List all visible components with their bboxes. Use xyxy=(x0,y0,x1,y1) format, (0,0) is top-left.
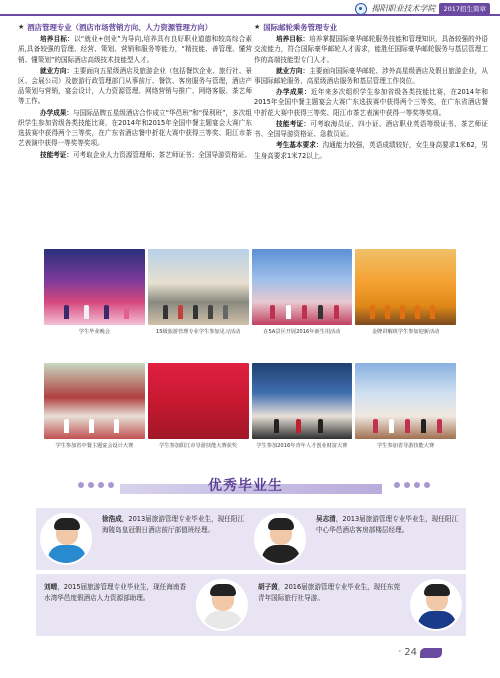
certificates: 技能考证：可考取海员证、四小证、酒店职业英语等级证书、茶艺师证书、全国导游资格证、急救员证。 xyxy=(254,119,488,139)
hotel-management-section xyxy=(18,22,252,161)
photo-caption: 学生参加省中餐主题宴会设计大赛 xyxy=(55,443,134,449)
achievements: 办学成果：与国际品牌五星级酒店合作成立“华邑班”和“保利班”，多次组织学生参加省级各类技能比赛，在2014年和2015年全国中餐主题宴会大赛广东选拔赛中获得两个三等奖，在广东省酒店餐中折花大赛中获得三等奖、阳江市茶艺表演中获得一等奖等奖项。 xyxy=(18,108,252,148)
employment-direction: 就业方向：主要面向国际豪华邮轮、涉外高星级酒店及假日旅游企业，从事国际邮轮服务、高星级酒店服务和基层管理工作岗位。 xyxy=(254,66,489,85)
achievements: 办学成果：近年来多次组织学生参加省级各类技能比赛，在2014年和2015年全国中餐主题宴会大赛广东选拔赛中获得两个三等奖，在广东省酒店餐中折花大赛中获得三等奖、阳江市茶艺表演中获得一等奖等奖项。 xyxy=(254,88,489,117)
employment-direction: 就业方向：主要面向五星级酒店及旅游企业（包括餐饮企业、旅行社、景区、会展公司）及旅游行政管理部门从事前厅、餐饮、客房服务与管理，酒店产品策划与营销，宴会设计，人力资源管理、网络营销与推广、网络客服、茶艺师等工作。 xyxy=(18,66,253,106)
entrepreneurship-contest-photo xyxy=(252,363,353,439)
photo-item xyxy=(148,363,249,450)
photo-item xyxy=(252,363,353,450)
graduate-description: 吴志清，2013届旅游管理专业毕业生，现任阳江中心华邑酒店客房部楼层经理。 xyxy=(316,515,459,534)
graduate-description: 刘晴，2015届旅游管理专业毕业生，现任海南香水湾华邑度假酒店人力资源部助理。 xyxy=(44,583,187,602)
scenic-area-photo xyxy=(252,249,353,325)
training-goal: 培养目标：培养掌握国际豪华邮轮服务技能和管理知识，具备较强的外语交流能力，符合国际豪华邮轮人才需求，能胜任国际豪华邮轮服务与基层管理工作的高端技能型专门人才。 xyxy=(254,35,489,64)
page-tag-decor xyxy=(420,648,442,658)
photo-caption: 学生毕业晚会 xyxy=(78,329,110,335)
photo-caption: 15级旅游管理专业学生参加见习活动 xyxy=(155,329,241,335)
admission-requirements: 考生基本要求：沟通能力较强，英语成绩较好，女生身高要求1米62，男生身高要求1米72以上。 xyxy=(254,141,489,160)
photo-gallery-row-1 xyxy=(44,249,456,336)
training-goal: 培养目标：以“就业+创业”为导向,培养具有良好职业道德和较高综合素质,具备较强的管理、经营、策划、营销和服务等能力，“精技能、善管理、懂营销、懂策划”的国际酒店高级技术技能型人才。 xyxy=(18,35,253,64)
avatar xyxy=(40,513,92,565)
photo-item xyxy=(252,249,353,336)
graduate-description: 胡子茵，2016届旅游管理专业毕业生，现任东莞青年国际旅行社导游。 xyxy=(258,583,401,602)
banquet-contest-photo xyxy=(44,363,145,439)
major-title: ★ 酒店管理专业（酒店市场营销方向、人力资源管理方向） xyxy=(18,23,213,32)
star-icon: ★ xyxy=(18,23,25,31)
avatar xyxy=(196,579,248,631)
welcome-event-photo xyxy=(355,249,456,325)
guide-contest-photo xyxy=(355,363,456,439)
graduate-card xyxy=(36,508,252,570)
graduate-card xyxy=(36,574,252,636)
photo-caption: 学生参加2016年青年人才创业财富大赛 xyxy=(256,443,348,449)
college-name: 揭阳职业技术学院 xyxy=(371,3,436,13)
photo-caption: 学生参加阳江市导游技能大赛获奖 xyxy=(159,443,238,449)
photo-gallery-row-2 xyxy=(44,363,456,450)
major-title: ★ 国际邮轮乘务管理专业 xyxy=(254,23,338,32)
graduate-card xyxy=(250,508,466,570)
photo-item xyxy=(148,249,249,336)
photo-caption: 学生参加省导游技能大赛 xyxy=(377,443,435,449)
decor-dots xyxy=(78,482,114,488)
decor-dots xyxy=(394,482,430,488)
photo-caption: 金牌讲解班学生参加迎新活动 xyxy=(371,329,440,335)
graduates-section-header xyxy=(0,475,500,499)
avatar xyxy=(410,579,462,631)
avatar xyxy=(254,513,306,565)
graduate-card xyxy=(250,574,466,636)
certificates: 技能考证：可考取企业人力资源管理师；茶艺师证书；全国导游资格证。 xyxy=(40,150,251,159)
star-icon: ★ xyxy=(254,23,261,31)
photo-caption: 在5A景区开展2016年新生用活动 xyxy=(263,329,341,335)
photo-item xyxy=(44,363,145,450)
page-number: · 24 xyxy=(398,645,442,661)
college-logo-icon xyxy=(355,3,367,15)
photo-item xyxy=(355,363,456,450)
page-number-value: 24 xyxy=(404,647,417,658)
award-certificates-photo xyxy=(148,363,249,439)
photo-item xyxy=(44,249,145,336)
graduate-description: 徐浩成，2013届旅游管理专业毕业生，现任阳江海陵岛皇冠假日酒店前厅部值班经理。 xyxy=(102,515,245,534)
photo-item xyxy=(355,249,456,336)
cruise-management-section xyxy=(254,22,488,162)
page-header xyxy=(355,2,490,16)
brochure-title: 2017招生简章 xyxy=(439,3,490,15)
graduates-title: 优秀毕业生 xyxy=(208,478,283,494)
graduation-party-photo xyxy=(44,249,145,325)
internship-photo xyxy=(148,249,249,325)
